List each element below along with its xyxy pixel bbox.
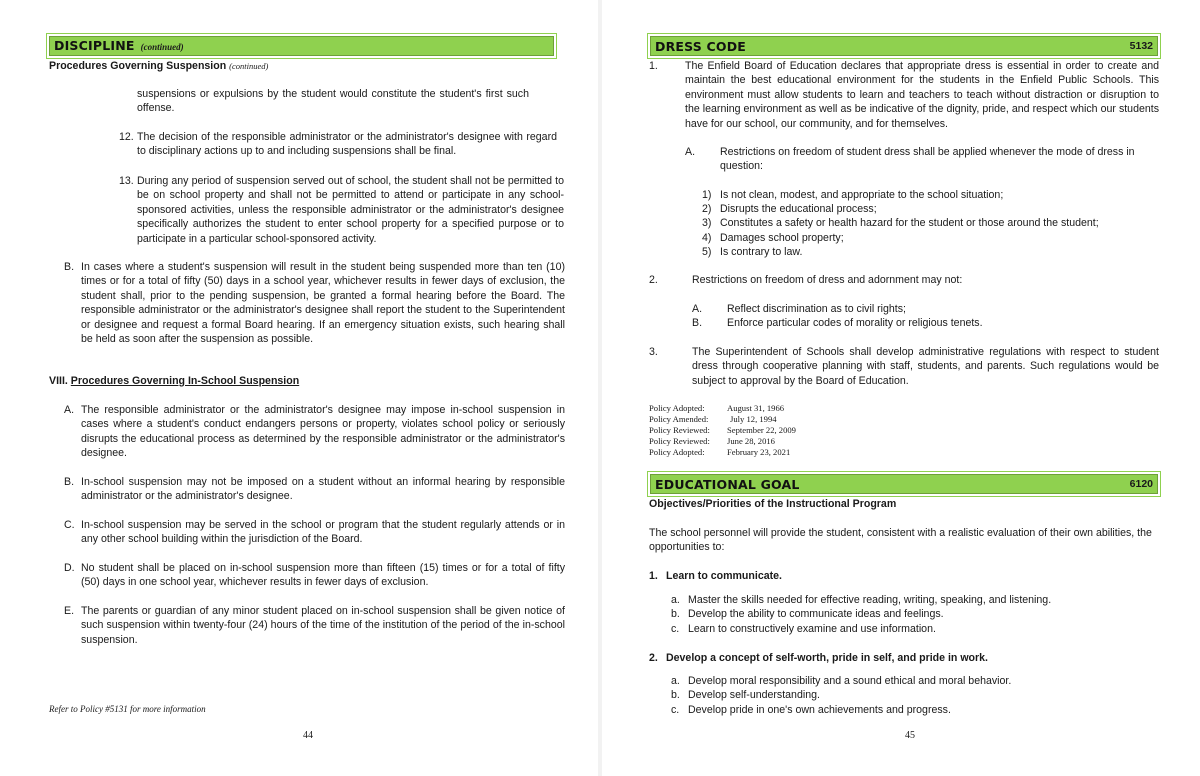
goal-2-number: 2.: [649, 652, 658, 664]
goal-1b-letter: b.: [671, 608, 680, 620]
in-school-c-text: In-school suspension may be served in the school or program that the student regularly attends or in any other school building within the jurisdiction of the Board.: [81, 519, 565, 546]
section-viii-title: Procedures Governing In-School Suspension: [70, 375, 300, 387]
item-b-number: B.: [64, 261, 75, 273]
dress-sub-1-number: 1): [702, 189, 712, 201]
goal-1c-letter: c.: [671, 623, 680, 635]
item-12-number: 12.: [119, 131, 134, 143]
dress-item-2b-text: Enforce particular codes of morality or religious tenets.: [727, 317, 983, 329]
goal-1c-text: Learn to constructively examine and use information.: [688, 623, 936, 635]
dress-item-1-number: 1.: [649, 60, 658, 72]
in-school-a-text: The responsible administrator or the administrator's designee may impose in-school suspension in cases where a student's conduct endangers persons or property, violates school policy or seriously disrupts the educational process as determined by the responsible administrator or the administrator's designee.: [81, 404, 565, 460]
policy-label: Policy Amended:: [649, 414, 709, 424]
goal-1a-text: Master the skills needed for effective reading, writing, speaking, and listening.: [688, 594, 1052, 606]
section-viii-number: VIII.: [49, 375, 68, 387]
dress-sub-3-number: 3): [702, 217, 712, 229]
item-13-text: During any period of suspension served out of school, the student shall not be permitted to be on school property and shall not be permitted to attend or participate in any school-sponsored activities, unless the responsible administrator or the administrator's designee specifically authorizes the student to enter school property for a specified purpose or to participate in a particular school-sponsored activity.: [137, 175, 564, 245]
policy-label: Policy Adopted:: [649, 403, 705, 413]
subheading-text: Procedures Governing Suspension: [49, 60, 227, 72]
policy-date: July 12, 1994: [730, 414, 777, 424]
dress-item-a-number: A.: [685, 146, 696, 158]
continued-paragraph: suspensions or expulsions by the student would constitute the student's first such offense.: [137, 88, 529, 115]
dress-item-2a-text: Reflect discrimination as to civil rights;: [727, 303, 906, 315]
page-number-right: 45: [905, 730, 915, 741]
dress-sub-3-text: Constitutes a safety or health hazard for the student or those around the student;: [720, 217, 1099, 229]
policy-label: Policy Adopted:: [649, 447, 705, 457]
dress-item-1-text: The Enfield Board of Education declares that appropriate dress is essential in order to create and maintain the best educational environment for the students in the Enfield Public Schools. This environment must allow students to learn and teachers to teach without distraction or disruption to the learning environment as well as be indicative of the dignity, pride, and respect which our students have for our school, our community, and for themselves.: [685, 60, 1159, 130]
goal-1-number: 1.: [649, 570, 658, 582]
dress-sub-2-number: 2): [702, 203, 712, 215]
suspension-subheading: [49, 59, 549, 73]
goal-2c-text: Develop pride in one's own achievements and progress.: [688, 704, 951, 716]
discipline-title: DISCIPLINE: [54, 38, 135, 53]
edu-intro: The school personnel will provide the student, consistent with a realistic evaluation of their own abilities, the opportunities to:: [649, 527, 1152, 554]
goal-2-text: Develop a concept of self-worth, pride in self, and pride in work.: [666, 652, 988, 664]
left-page: [0, 0, 598, 776]
dress-item-a-text: Restrictions on freedom of student dress shall be applied whenever the mode of dress in question:: [720, 146, 1135, 173]
educational-goal-title: EDUCATIONAL GOAL: [655, 476, 800, 492]
dress-sub-4-number: 4): [702, 232, 712, 244]
goal-2b-letter: b.: [671, 689, 680, 701]
dress-item-2-number: 2.: [649, 274, 658, 286]
right-page: [602, 0, 1200, 776]
policy-reference-note: Refer to Policy #5131 for more information: [49, 704, 206, 714]
in-school-b-text: In-school suspension may not be imposed on a student without an informal hearing by responsible administrator or the administrator's designee.: [81, 476, 565, 503]
discipline-subtitle: (continued): [140, 42, 184, 52]
dress-item-2a-number: A.: [692, 303, 703, 315]
dress-code-title: DRESS CODE: [655, 38, 747, 54]
in-school-a-number: A.: [64, 404, 75, 416]
policy-date: February 23, 2021: [727, 447, 791, 457]
in-school-b-number: B.: [64, 476, 75, 488]
dress-item-3-number: 3.: [649, 346, 658, 358]
dress-sub-2-text: Disrupts the educational process;: [720, 203, 877, 215]
dress-item-3-text: The Superintendent of Schools shall develop administrative regulations with respect to student dress through cooperative planning with staff, students, and parents. Such regulations would be subject to approval by the Board of Education.: [692, 346, 1159, 387]
in-school-e-number: E.: [64, 605, 75, 617]
educational-goal-banner: [650, 474, 1158, 494]
goal-2a-letter: a.: [671, 675, 680, 687]
goal-1a-letter: a.: [671, 594, 680, 606]
goal-2a-text: Develop moral responsibility and a sound ethical and moral behavior.: [688, 675, 1012, 687]
dress-item-2b-number: B.: [692, 317, 703, 329]
item-13-number: 13.: [119, 175, 134, 187]
section-viii-heading: [49, 374, 449, 388]
policy-date: June 28, 2016: [727, 436, 775, 446]
goal-2c-letter: c.: [671, 704, 680, 716]
policy-label: Policy Reviewed:: [649, 425, 710, 435]
edu-subheading: Objectives/Priorities of the Instructional Program: [649, 498, 897, 510]
in-school-d-number: D.: [64, 562, 75, 574]
dress-sub-1-text: Is not clean, modest, and appropriate to the school situation;: [720, 189, 1004, 201]
dress-code-policy-number: 5132: [1129, 40, 1153, 52]
dress-code-banner: [650, 36, 1158, 56]
in-school-d-text: No student shall be placed on in-school suspension more than fifteen (15) times or for a total of fifty (50) days in one school year, whichever results in fewer days of exclusion.: [81, 562, 565, 589]
policy-label: Policy Reviewed:: [649, 436, 710, 446]
in-school-c-number: C.: [64, 519, 75, 531]
dress-item-2-text: Restrictions on freedom of dress and adornment may not:: [692, 274, 963, 286]
policy-date: August 31, 1966: [727, 403, 785, 413]
goal-1-text: Learn to communicate.: [666, 570, 782, 582]
policy-date: September 22, 2009: [727, 425, 796, 435]
item-b-text: In cases where a student's suspension will result in the student being suspended more than ten (10) times or for a total of fifty (50) days in a school year, whichever results in fewer days of exclusion, the student shall, prior to the pending suspension, be granted a formal hearing before the Board. The responsible administrator or the administrator's designee shall report the student to the Superintendent or designee and request a formal Board hearing. If an emergency situation exists, such hearing shall be held as soon after the suspension as possible.: [81, 261, 565, 346]
discipline-banner: [49, 36, 554, 56]
dress-sub-4-text: Damages school property;: [720, 232, 844, 244]
goal-1b-text: Develop the ability to communicate ideas and feelings.: [688, 608, 944, 620]
page-number-left: 44: [303, 730, 313, 741]
in-school-e-text: The parents or guardian of any minor student placed on in-school suspension shall be given notice of such suspension within twenty-four (24) hours of the time of the institution of the period of the in-school suspension.: [81, 605, 565, 646]
dress-sub-5-number: 5): [702, 246, 712, 258]
goal-2b-text: Develop self-understanding.: [688, 689, 820, 701]
item-12-text: The decision of the responsible administrator or the administrator's designee with regard to disciplinary actions up to and including suspensions shall be final.: [137, 131, 557, 158]
dress-sub-5-text: Is contrary to law.: [720, 246, 803, 258]
educational-goal-policy-number: 6120: [1129, 478, 1153, 490]
subheading-note: (continued): [229, 61, 269, 71]
